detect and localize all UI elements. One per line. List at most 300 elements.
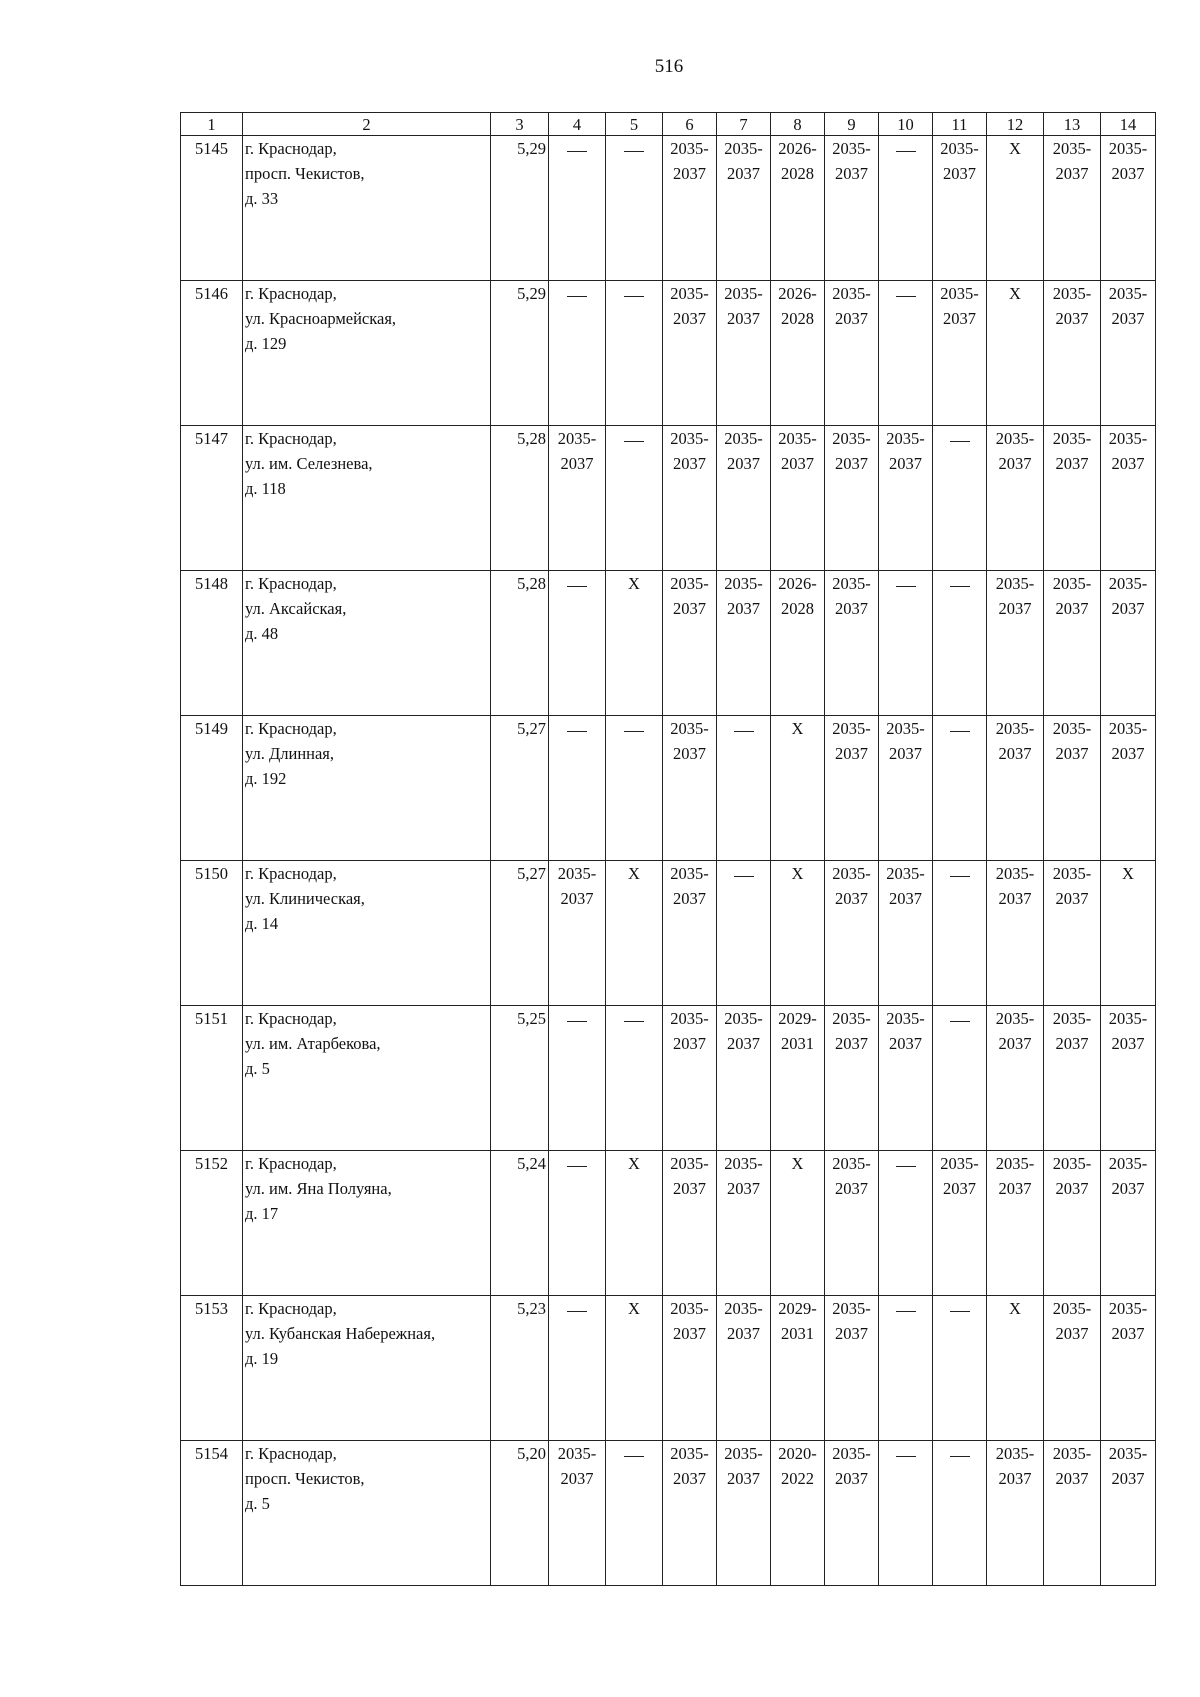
period-text: 2035- 2037 [832,1009,871,1053]
address-cell [243,716,491,861]
row-number: 5145 [181,136,243,281]
table-row [181,281,1156,426]
dash-mark [567,1311,587,1312]
period-cell-col-4 [549,571,606,716]
period-cell-col-6 [663,716,717,861]
address-cell [243,1151,491,1296]
period-text: 2035- 2037 [1052,139,1092,183]
period-text: 2035- 2037 [940,139,979,183]
address-line: г. Краснодар, [245,864,337,883]
address-line: просп. Чекистов, [245,164,365,183]
period-text: 2035- 2037 [778,429,817,473]
period-text: 2035- 2037 [1052,284,1092,328]
period-text: 2035- 2037 [724,1154,763,1198]
period-text: 2035- 2037 [724,1299,763,1343]
period-cell-col-13 [1044,1151,1101,1296]
period-cell-col-9 [825,136,879,281]
period-cell-col-6 [663,861,717,1006]
address-cell [243,1441,491,1586]
address-cell [243,1006,491,1151]
dash-mark [896,1311,916,1312]
value-cell: 5,27 [491,716,549,861]
table-row [181,1006,1156,1151]
value-cell: 5,29 [491,136,549,281]
period-cell-col-7 [717,571,771,716]
column-header-2: 2 [243,113,491,136]
dash-mark [567,586,587,587]
period-text: 2035- 2037 [995,1444,1035,1488]
address-line: г. Краснодар, [245,719,337,738]
period-text: 2035- 2037 [995,864,1035,908]
period-text: X [628,864,640,883]
period-text: 2035- 2037 [995,1009,1035,1053]
period-cell-col-4 [549,1441,606,1586]
column-header-13: 13 [1044,113,1101,136]
period-cell-col-13 [1044,136,1101,281]
dash-mark [950,1021,970,1022]
period-cell-col-13 [1044,1006,1101,1151]
period-cell-col-6 [663,1006,717,1151]
column-header-6: 6 [663,113,717,136]
period-text: 2035- 2037 [724,429,763,473]
dash-mark [624,296,644,297]
period-text: 2035- 2037 [1052,429,1092,473]
address-line: д. 17 [245,1204,279,1223]
period-cell-col-10 [879,1296,933,1441]
table-row [181,136,1156,281]
period-text: 2035- 2037 [670,1299,709,1343]
period-text: 2026- 2028 [778,574,817,618]
row-number: 5146 [181,281,243,426]
period-text: 2035- 2037 [886,429,925,473]
period-cell-col-8 [771,1151,825,1296]
period-cell-col-10 [879,571,933,716]
period-text: 2035- 2037 [724,574,763,618]
period-text: 2035- 2037 [724,139,763,183]
column-header-9: 9 [825,113,879,136]
address-line: д. 14 [245,914,279,933]
dash-mark [624,731,644,732]
period-cell-col-7 [717,716,771,861]
period-text: 2029- 2031 [778,1009,817,1053]
period-cell-col-7 [717,281,771,426]
period-text: 2035- 2037 [1108,574,1148,618]
period-text: 2035- 2037 [670,1444,709,1488]
period-cell-col-14 [1101,571,1156,716]
period-cell-col-13 [1044,1296,1101,1441]
period-text: 2020- 2022 [778,1444,817,1488]
period-cell-col-10 [879,281,933,426]
address-line: д. 118 [245,479,286,498]
period-text: 2035- 2037 [940,284,979,328]
value-cell: 5,29 [491,281,549,426]
period-text: X [1009,284,1021,303]
period-cell-col-6 [663,1296,717,1441]
period-text: 2035- 2037 [1108,1299,1148,1343]
period-text: 2035- 2037 [832,574,871,618]
period-cell-col-10 [879,136,933,281]
address-line: д. 192 [245,769,287,788]
period-cell-col-11 [933,716,987,861]
row-number: 5151 [181,1006,243,1151]
address-line: просп. Чекистов, [245,1469,365,1488]
period-cell-col-12 [987,571,1044,716]
period-text: 2035- 2037 [670,719,709,763]
address-line: г. Краснодар, [245,574,337,593]
period-cell-col-13 [1044,1441,1101,1586]
address-line: ул. им. Яна Полуяна, [245,1179,392,1198]
period-text: 2035- 2037 [670,429,709,473]
period-cell-col-13 [1044,571,1101,716]
period-text: 2035- 2037 [832,1154,871,1198]
period-text: 2035- 2037 [1052,1299,1092,1343]
period-cell-col-8 [771,281,825,426]
period-cell-col-11 [933,861,987,1006]
row-number: 5147 [181,426,243,571]
table-row [181,426,1156,571]
table-header-row [181,113,1156,136]
address-cell [243,136,491,281]
period-cell-col-10 [879,426,933,571]
period-text: 2035- 2037 [670,1009,709,1053]
period-text: 2035- 2037 [1052,864,1092,908]
page-number: 516 [654,56,684,77]
period-cell-col-12 [987,861,1044,1006]
value-cell: 5,28 [491,426,549,571]
period-text: 2035- 2037 [832,719,871,763]
period-text: 2035- 2037 [1108,1154,1148,1198]
period-text: 2035- 2037 [832,429,871,473]
period-cell-col-4 [549,861,606,1006]
document-table [180,112,1156,1586]
column-header-14: 14 [1101,113,1156,136]
period-text: 2035- 2037 [557,1444,597,1488]
period-text: 2035- 2037 [557,429,597,473]
table-row [181,716,1156,861]
period-cell-col-7 [717,1441,771,1586]
period-text: X [1009,1299,1021,1318]
period-cell-col-11 [933,426,987,571]
period-cell-col-9 [825,716,879,861]
period-text: X [628,1299,640,1318]
table-row [181,1296,1156,1441]
period-cell-col-14 [1101,281,1156,426]
table-row [181,1441,1156,1586]
dash-mark [896,1166,916,1167]
address-line: г. Краснодар, [245,1009,337,1028]
period-text: 2035- 2037 [832,139,871,183]
period-cell-col-7 [717,1151,771,1296]
row-number: 5152 [181,1151,243,1296]
column-header-1: 1 [181,113,243,136]
period-cell-col-8 [771,716,825,861]
dash-mark [896,586,916,587]
address-cell [243,571,491,716]
period-text: X [791,864,804,883]
period-text: 2035- 2037 [886,864,925,908]
row-number: 5149 [181,716,243,861]
period-cell-col-14 [1101,136,1156,281]
period-cell-col-12 [987,1296,1044,1441]
period-cell-col-11 [933,136,987,281]
address-line: г. Краснодар, [245,429,337,448]
period-cell-col-8 [771,426,825,571]
period-text: 2035- 2037 [1108,1009,1148,1053]
period-cell-col-9 [825,426,879,571]
value-cell: 5,25 [491,1006,549,1151]
period-text: 2035- 2037 [1108,719,1148,763]
address-line: ул. Клиническая, [245,889,365,908]
dash-mark [950,1311,970,1312]
column-header-4: 4 [549,113,606,136]
period-text: 2035- 2037 [724,1009,763,1053]
period-text: X [791,1154,804,1173]
value-cell: 5,20 [491,1441,549,1586]
dash-mark [896,1456,916,1457]
period-cell-col-8 [771,1441,825,1586]
address-cell [243,861,491,1006]
period-text: 2035- 2037 [1108,284,1148,328]
period-cell-col-4 [549,716,606,861]
period-cell-col-6 [663,136,717,281]
period-text: 2026- 2028 [778,139,817,183]
period-text: 2035- 2037 [1052,1154,1092,1198]
period-text: 2035- 2037 [1108,1444,1148,1488]
period-cell-col-9 [825,861,879,1006]
table-row [181,1151,1156,1296]
address-line: г. Краснодар, [245,284,337,303]
period-cell-col-5 [606,1151,663,1296]
period-cell-col-14 [1101,1296,1156,1441]
column-header-3: 3 [491,113,549,136]
period-text: 2035- 2037 [1052,1444,1092,1488]
period-cell-col-5 [606,716,663,861]
value-cell: 5,24 [491,1151,549,1296]
dash-mark [624,1456,644,1457]
address-line: д. 5 [245,1059,270,1078]
period-cell-col-12 [987,1006,1044,1151]
period-cell-col-10 [879,861,933,1006]
period-text: 2029- 2031 [778,1299,817,1343]
value-cell: 5,28 [491,571,549,716]
period-cell-col-12 [987,426,1044,571]
period-cell-col-4 [549,1151,606,1296]
period-cell-col-8 [771,571,825,716]
address-cell [243,426,491,571]
row-number: 5153 [181,1296,243,1441]
address-line: г. Краснодар, [245,139,337,158]
period-cell-col-11 [933,1441,987,1586]
period-cell-col-4 [549,426,606,571]
period-text: 2035- 2037 [995,1154,1035,1198]
period-cell-col-12 [987,1441,1044,1586]
period-cell-col-5 [606,1006,663,1151]
period-cell-col-12 [987,716,1044,861]
period-cell-col-8 [771,1296,825,1441]
address-line: ул. им. Селезнева, [245,454,373,473]
period-cell-col-5 [606,426,663,571]
period-text: 2035- 2037 [886,719,925,763]
address-line: г. Краснодар, [245,1154,337,1173]
period-text: X [791,719,804,738]
column-header-7: 7 [717,113,771,136]
period-cell-col-14 [1101,1441,1156,1586]
period-cell-col-13 [1044,426,1101,571]
column-header-10: 10 [879,113,933,136]
dash-mark [950,731,970,732]
dash-mark [567,731,587,732]
period-cell-col-6 [663,281,717,426]
period-cell-col-13 [1044,861,1101,1006]
period-text: 2035- 2037 [995,574,1035,618]
address-cell [243,1296,491,1441]
period-cell-col-4 [549,1296,606,1441]
period-text: 2035- 2037 [1108,429,1148,473]
period-cell-col-13 [1044,716,1101,861]
period-cell-col-4 [549,281,606,426]
period-text: 2035- 2037 [832,284,871,328]
dash-mark [950,586,970,587]
period-cell-col-11 [933,1296,987,1441]
dash-mark [950,441,970,442]
period-cell-col-8 [771,136,825,281]
period-cell-col-12 [987,281,1044,426]
period-text: 2035- 2037 [832,1299,871,1343]
period-cell-col-8 [771,861,825,1006]
period-text: 2035- 2037 [1052,574,1092,618]
period-cell-col-5 [606,1441,663,1586]
dash-mark [567,1166,587,1167]
period-text: 2035- 2037 [670,284,709,328]
period-text: 2035- 2037 [724,1444,763,1488]
column-header-5: 5 [606,113,663,136]
period-text: 2035- 2037 [670,864,709,908]
column-header-12: 12 [987,113,1044,136]
period-cell-col-4 [549,1006,606,1151]
period-cell-col-9 [825,1151,879,1296]
period-text: 2026- 2028 [778,284,817,328]
period-cell-col-9 [825,571,879,716]
period-cell-col-11 [933,571,987,716]
period-cell-col-7 [717,1006,771,1151]
period-cell-col-12 [987,136,1044,281]
address-line: г. Краснодар, [245,1299,337,1318]
period-cell-col-13 [1044,281,1101,426]
period-cell-col-4 [549,136,606,281]
period-text: 2035- 2037 [1052,719,1092,763]
period-cell-col-7 [717,1296,771,1441]
period-cell-col-9 [825,1441,879,1586]
address-line: д. 129 [245,334,287,353]
period-cell-col-10 [879,1006,933,1151]
period-cell-col-5 [606,861,663,1006]
period-text: 2035- 2037 [940,1154,979,1198]
period-text: X [1122,864,1134,883]
value-cell: 5,23 [491,1296,549,1441]
dash-mark [734,731,754,732]
period-text: 2035- 2037 [832,864,871,908]
period-cell-col-11 [933,1151,987,1296]
dash-mark [624,151,644,152]
period-cell-col-11 [933,1006,987,1151]
period-text: 2035- 2037 [557,864,597,908]
dash-mark [950,876,970,877]
value-cell: 5,27 [491,861,549,1006]
period-cell-col-7 [717,426,771,571]
period-cell-col-8 [771,1006,825,1151]
address-line: д. 19 [245,1349,279,1368]
period-cell-col-9 [825,281,879,426]
row-number: 5154 [181,1441,243,1586]
period-text: 2035- 2037 [670,1154,709,1198]
address-line: ул. Кубанская Набережная, [245,1324,436,1343]
table-row [181,571,1156,716]
dash-mark [624,1021,644,1022]
dash-mark [896,296,916,297]
period-cell-col-6 [663,571,717,716]
period-cell-col-9 [825,1006,879,1151]
period-cell-col-6 [663,1151,717,1296]
period-cell-col-6 [663,426,717,571]
period-cell-col-14 [1101,426,1156,571]
address-line: ул. Длинная, [245,744,335,763]
address-line: г. Краснодар, [245,1444,337,1463]
column-header-8: 8 [771,113,825,136]
period-cell-col-5 [606,281,663,426]
period-cell-col-10 [879,1151,933,1296]
dash-mark [896,151,916,152]
period-cell-col-10 [879,1441,933,1586]
period-text: 2035- 2037 [995,429,1035,473]
address-line: д. 48 [245,624,279,643]
period-text: 2035- 2037 [832,1444,871,1488]
address-cell [243,281,491,426]
period-cell-col-6 [663,1441,717,1586]
period-cell-col-7 [717,136,771,281]
dash-mark [567,151,587,152]
period-text: X [628,574,640,593]
period-text: 2035- 2037 [670,574,709,618]
period-text: X [1009,139,1021,158]
dash-mark [624,441,644,442]
row-number: 5148 [181,571,243,716]
period-cell-col-14 [1101,861,1156,1006]
dash-mark [567,296,587,297]
address-line: д. 5 [245,1494,270,1513]
period-cell-col-10 [879,716,933,861]
dash-mark [734,876,754,877]
period-cell-col-5 [606,136,663,281]
dash-mark [950,1456,970,1457]
period-cell-col-5 [606,571,663,716]
address-line: ул. им. Атарбекова, [245,1034,381,1053]
period-text: 2035- 2037 [1052,1009,1092,1053]
period-text: 2035- 2037 [886,1009,925,1053]
period-cell-col-7 [717,861,771,1006]
table-row [181,861,1156,1006]
column-header-11: 11 [933,113,987,136]
period-cell-col-11 [933,281,987,426]
period-cell-col-5 [606,1296,663,1441]
address-line: ул. Красноармейская, [245,309,397,328]
period-cell-col-14 [1101,1006,1156,1151]
dash-mark [567,1021,587,1022]
period-cell-col-14 [1101,1151,1156,1296]
period-text: 2035- 2037 [670,139,709,183]
period-text: 2035- 2037 [724,284,763,328]
period-text: X [628,1154,640,1173]
period-cell-col-12 [987,1151,1044,1296]
